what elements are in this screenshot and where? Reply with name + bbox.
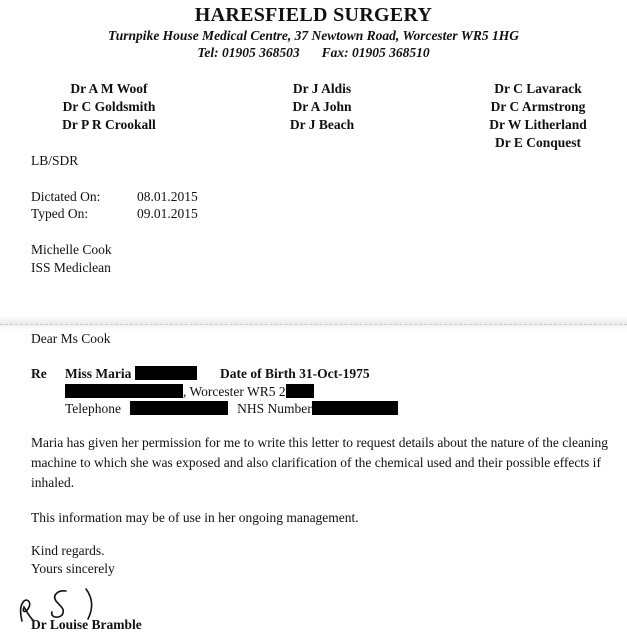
reference-code: LB/SDR [31, 153, 79, 168]
fax-number: Fax: 01905 368510 [321, 45, 430, 60]
re-label: Re [31, 366, 47, 381]
doctors-column-1 [34, 80, 184, 134]
body-paragraph-1: Maria has given her permission for me to write this letter to request details about the nature of the cleaning machine to which she was exposed and also clarification of the chemical used and their possible effects if inhaled. [31, 435, 608, 490]
doctor-name: Dr C Lavarack [494, 81, 582, 96]
typed-date: 09.01.2015 [137, 206, 198, 221]
telephone-label: Telephone [65, 401, 122, 416]
salutation: Dear Ms Cook [31, 331, 111, 346]
signatory-name: Dr Louise Bramble [31, 617, 142, 632]
kind-regards: Kind regards. [31, 543, 105, 558]
recipient-organisation: ISS Mediclean [31, 260, 111, 275]
doctor-name: Dr J Aldis [292, 81, 352, 96]
practice-name: HARESFIELD SURGERY [194, 4, 433, 26]
redaction-box [286, 384, 314, 398]
telephone-number: Tel: 01905 368503 [197, 45, 300, 60]
doctor-name: Dr J Beach [289, 117, 355, 132]
doctor-name: Dr W Litherland [489, 117, 587, 132]
contact-numbers [0, 45, 627, 61]
patient-name [65, 366, 197, 382]
body-paragraph-2: This information may be of use in her ongoing management. [31, 510, 359, 525]
redaction-box [135, 366, 197, 380]
patient-name-text: Miss Maria [65, 366, 132, 381]
date-of-birth: Date of Birth 31-Oct-1975 [220, 366, 370, 381]
redaction-box [65, 384, 183, 398]
dictated-date: 08.01.2015 [137, 189, 198, 204]
doctors-column-3 [478, 80, 598, 152]
nhs-number-label: NHS Number [237, 401, 312, 416]
doctor-name: Dr A M Woof [70, 81, 148, 96]
doctors-column-2 [262, 80, 382, 134]
doctor-name: Dr C Goldsmith [62, 99, 156, 114]
recipient-name: Michelle Cook [31, 242, 112, 257]
dictated-label: Dictated On: [31, 189, 101, 204]
address-tail: , Worcester WR5 2 [183, 384, 286, 399]
doctor-name: Dr C Armstrong [490, 99, 586, 114]
typed-label: Typed On: [31, 206, 89, 221]
paper-fold-shadow [0, 316, 627, 330]
doctor-name: Dr E Conquest [494, 135, 582, 150]
doctor-name: Dr P R Crookall [62, 117, 156, 132]
telephone-row [65, 401, 398, 417]
paper-fold-line [0, 324, 627, 325]
patient-address [65, 384, 314, 400]
doctor-name: Dr A John [292, 99, 352, 114]
yours-sincerely: Yours sincerely [31, 561, 115, 576]
redaction-box [130, 401, 228, 415]
redaction-box [312, 401, 398, 415]
practice-address: Turnpike House Medical Centre, 37 Newtown Road, Worcester WR5 1HG [108, 28, 519, 43]
